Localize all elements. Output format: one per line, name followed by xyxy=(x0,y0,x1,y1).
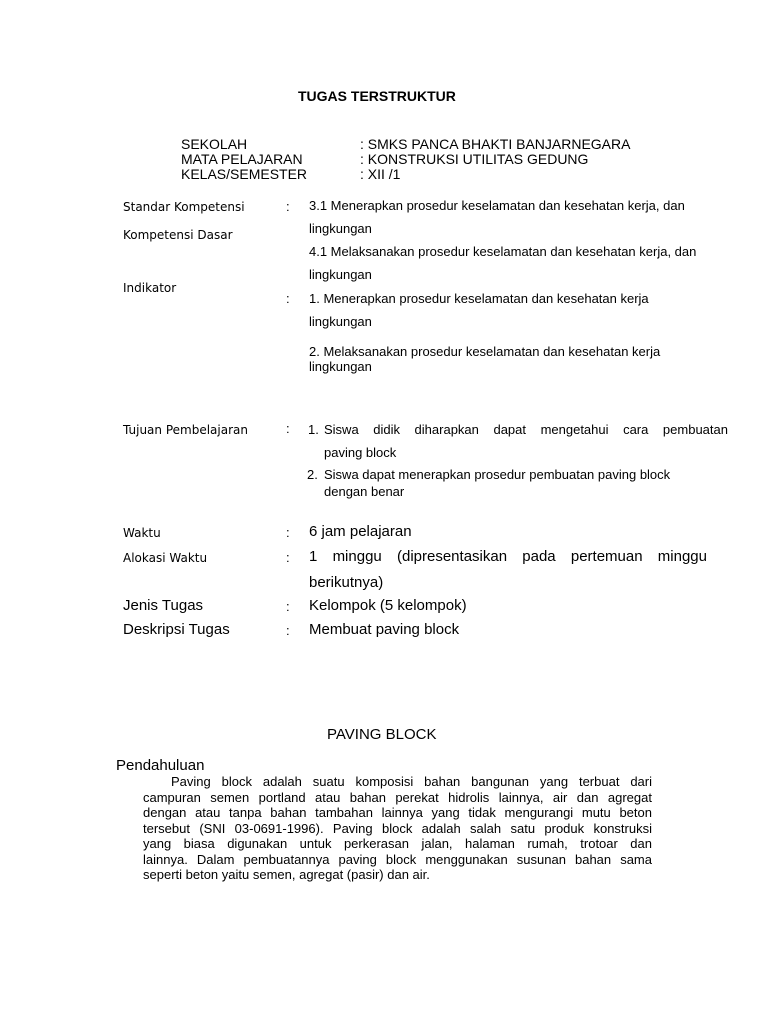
standar-line-1: 3.1 Menerapkan prosedur keselamatan dan kesehatan kerja, dan xyxy=(309,198,685,213)
pendahuluan-heading: Pendahuluan xyxy=(116,757,205,774)
pendahuluan-paragraph xyxy=(143,774,652,883)
alokasi-line-1: 1 minggu (dipresentasikan pada pertemuan minggu xyxy=(309,548,707,565)
indikator-item-1-line-2: lingkungan xyxy=(309,314,372,329)
deskripsi-tugas-label: Deskripsi Tugas xyxy=(123,621,230,638)
colon: : xyxy=(286,599,290,614)
colon: : xyxy=(286,550,290,565)
colon: : xyxy=(286,291,290,306)
sekolah-value: : SMKS PANCA BHAKTI BANJARNEGARA xyxy=(360,136,631,152)
colon: : xyxy=(286,525,290,540)
deskripsi-tugas-value: Membuat paving block xyxy=(309,621,460,638)
waktu-value: 6 jam pelajaran xyxy=(309,523,412,540)
colon: : xyxy=(286,199,290,214)
mata-pelajaran-value: : KONSTRUKSI UTILITAS GEDUNG xyxy=(360,151,589,167)
paragraph-line: dengan atau tanpa bahan tambahan lainnya yang tidak mengurangi mutu beton xyxy=(143,805,652,820)
indikator-item-2-line-2: lingkungan xyxy=(309,359,372,374)
colon: : xyxy=(286,421,290,436)
standar-kompetensi-label: Standar Kompetensi xyxy=(123,200,245,214)
tujuan-item-2-line-1: Siswa dapat menerapkan prosedur pembuatan paving block xyxy=(324,467,671,482)
waktu-label: Waktu xyxy=(123,526,161,540)
jenis-tugas-value: Kelompok (5 kelompok) xyxy=(309,597,467,614)
indikator-item-1-line-1: 1. Menerapkan prosedur keselamatan dan kesehatan kerja xyxy=(309,291,649,306)
indikator-label: Indikator xyxy=(123,281,177,295)
jenis-tugas-label: Jenis Tugas xyxy=(123,597,204,614)
section-title: PAVING BLOCK xyxy=(327,726,437,743)
standar-line-2: lingkungan xyxy=(309,221,372,236)
colon: : xyxy=(286,623,290,638)
kompetensi-dasar-label: Kompetensi Dasar xyxy=(123,228,233,242)
tujuan-item-2-line-2: dengan benar xyxy=(324,484,405,499)
kompetensi-line-2: lingkungan xyxy=(309,267,372,282)
alokasi-waktu-label: Alokasi Waktu xyxy=(123,551,208,565)
kelas-semester-value: : XII /1 xyxy=(360,166,401,182)
mata-pelajaran-label: MATA PELAJARAN xyxy=(181,151,303,167)
paragraph-line: seperti beton yaitu semen, agregat (pasir) dan air. xyxy=(143,867,430,882)
kompetensi-line-1: 4.1 Melaksanakan prosedur keselamatan dan kesehatan kerja, dan xyxy=(309,244,697,259)
paragraph-line: lainnya. Dalam pembuatannya paving block menggunakan susunan bahan sama xyxy=(143,851,652,867)
paragraph-line: Paving block adalah suatu komposisi bahan bangunan yang terbuat dari xyxy=(171,774,652,789)
alokasi-line-2: berikutnya) xyxy=(309,574,384,591)
tujuan-item-1-line-2: paving block xyxy=(324,445,397,460)
paragraph-line: campuran semen portland atau bahan perekat hidrolis lainnya, air dan agregat xyxy=(143,789,652,805)
kelas-semester-label: KELAS/SEMESTER xyxy=(181,166,308,182)
tujuan-item-1-line-1: Siswa didik diharapkan dapat mengetahui cara pembuatan xyxy=(324,422,728,437)
tujuan-item-1-number: 1. xyxy=(308,422,319,437)
paragraph-line: yang biasa digunakan untuk perkerasan jalan, halaman rumah, trotoar dan xyxy=(143,836,652,851)
page-title: TUGAS TERSTRUKTUR xyxy=(298,88,456,104)
paragraph-line: tersebut (SNI 03-0691-1996). Paving block adalah salah satu produk konstruksi xyxy=(143,820,652,836)
tujuan-item-2-number: 2. xyxy=(307,467,318,482)
sekolah-label: SEKOLAH xyxy=(181,136,248,152)
tujuan-pembelajaran-label: Tujuan Pembelajaran xyxy=(123,423,248,437)
indikator-item-2-line-1: 2. Melaksanakan prosedur keselamatan dan kesehatan kerja xyxy=(309,344,661,359)
